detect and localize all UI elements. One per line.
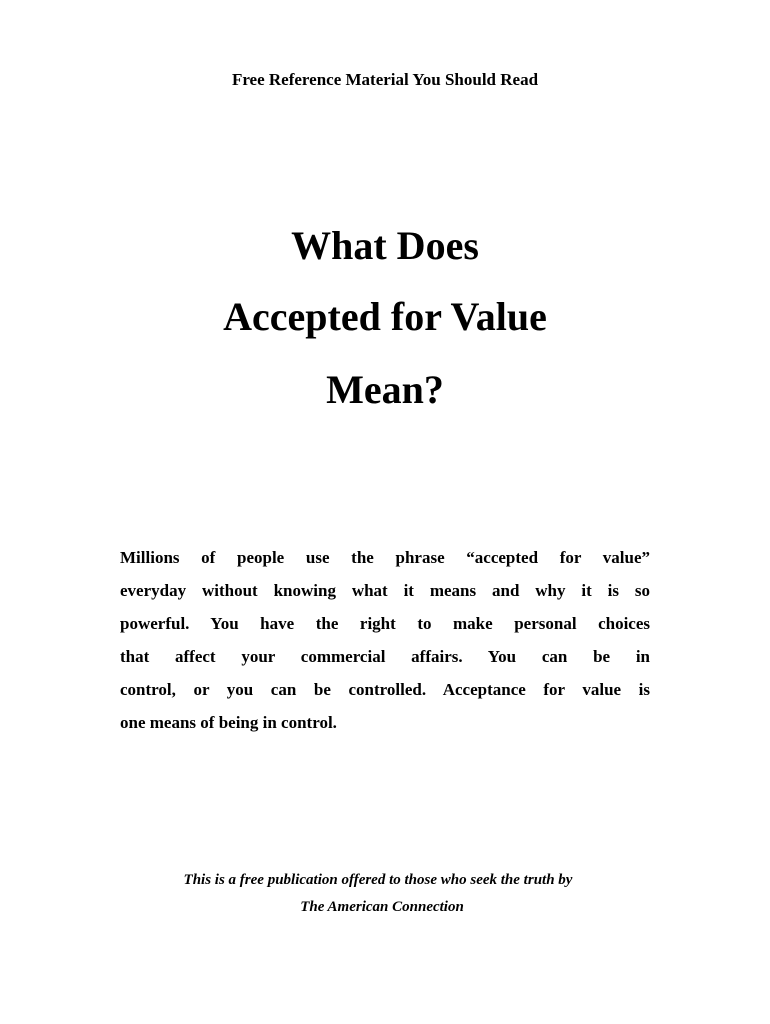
intro-line: everyday without knowing what it means and why it is so xyxy=(120,581,650,600)
publisher-name: The American Connection xyxy=(300,899,464,915)
intro-line: control, or you can be controlled. Acceptance for value is xyxy=(120,680,650,699)
intro-line: that affect your commercial affairs. You can be in xyxy=(120,647,650,666)
intro-paragraph xyxy=(120,541,650,739)
title-line-2: Accepted for Value xyxy=(223,294,547,339)
intro-line: powerful. You have the right to make personal choices xyxy=(120,614,650,633)
publication-note: This is a free publication offered to those who seek the truth by xyxy=(183,872,573,888)
intro-line: Millions of people use the phrase “accepted for value” xyxy=(120,548,650,567)
title-line-1: What Does xyxy=(291,223,479,268)
intro-line: one means of being in control. xyxy=(120,713,337,732)
reference-heading: Free Reference Material You Should Read xyxy=(231,70,539,89)
title-line-3: Mean? xyxy=(326,367,444,412)
